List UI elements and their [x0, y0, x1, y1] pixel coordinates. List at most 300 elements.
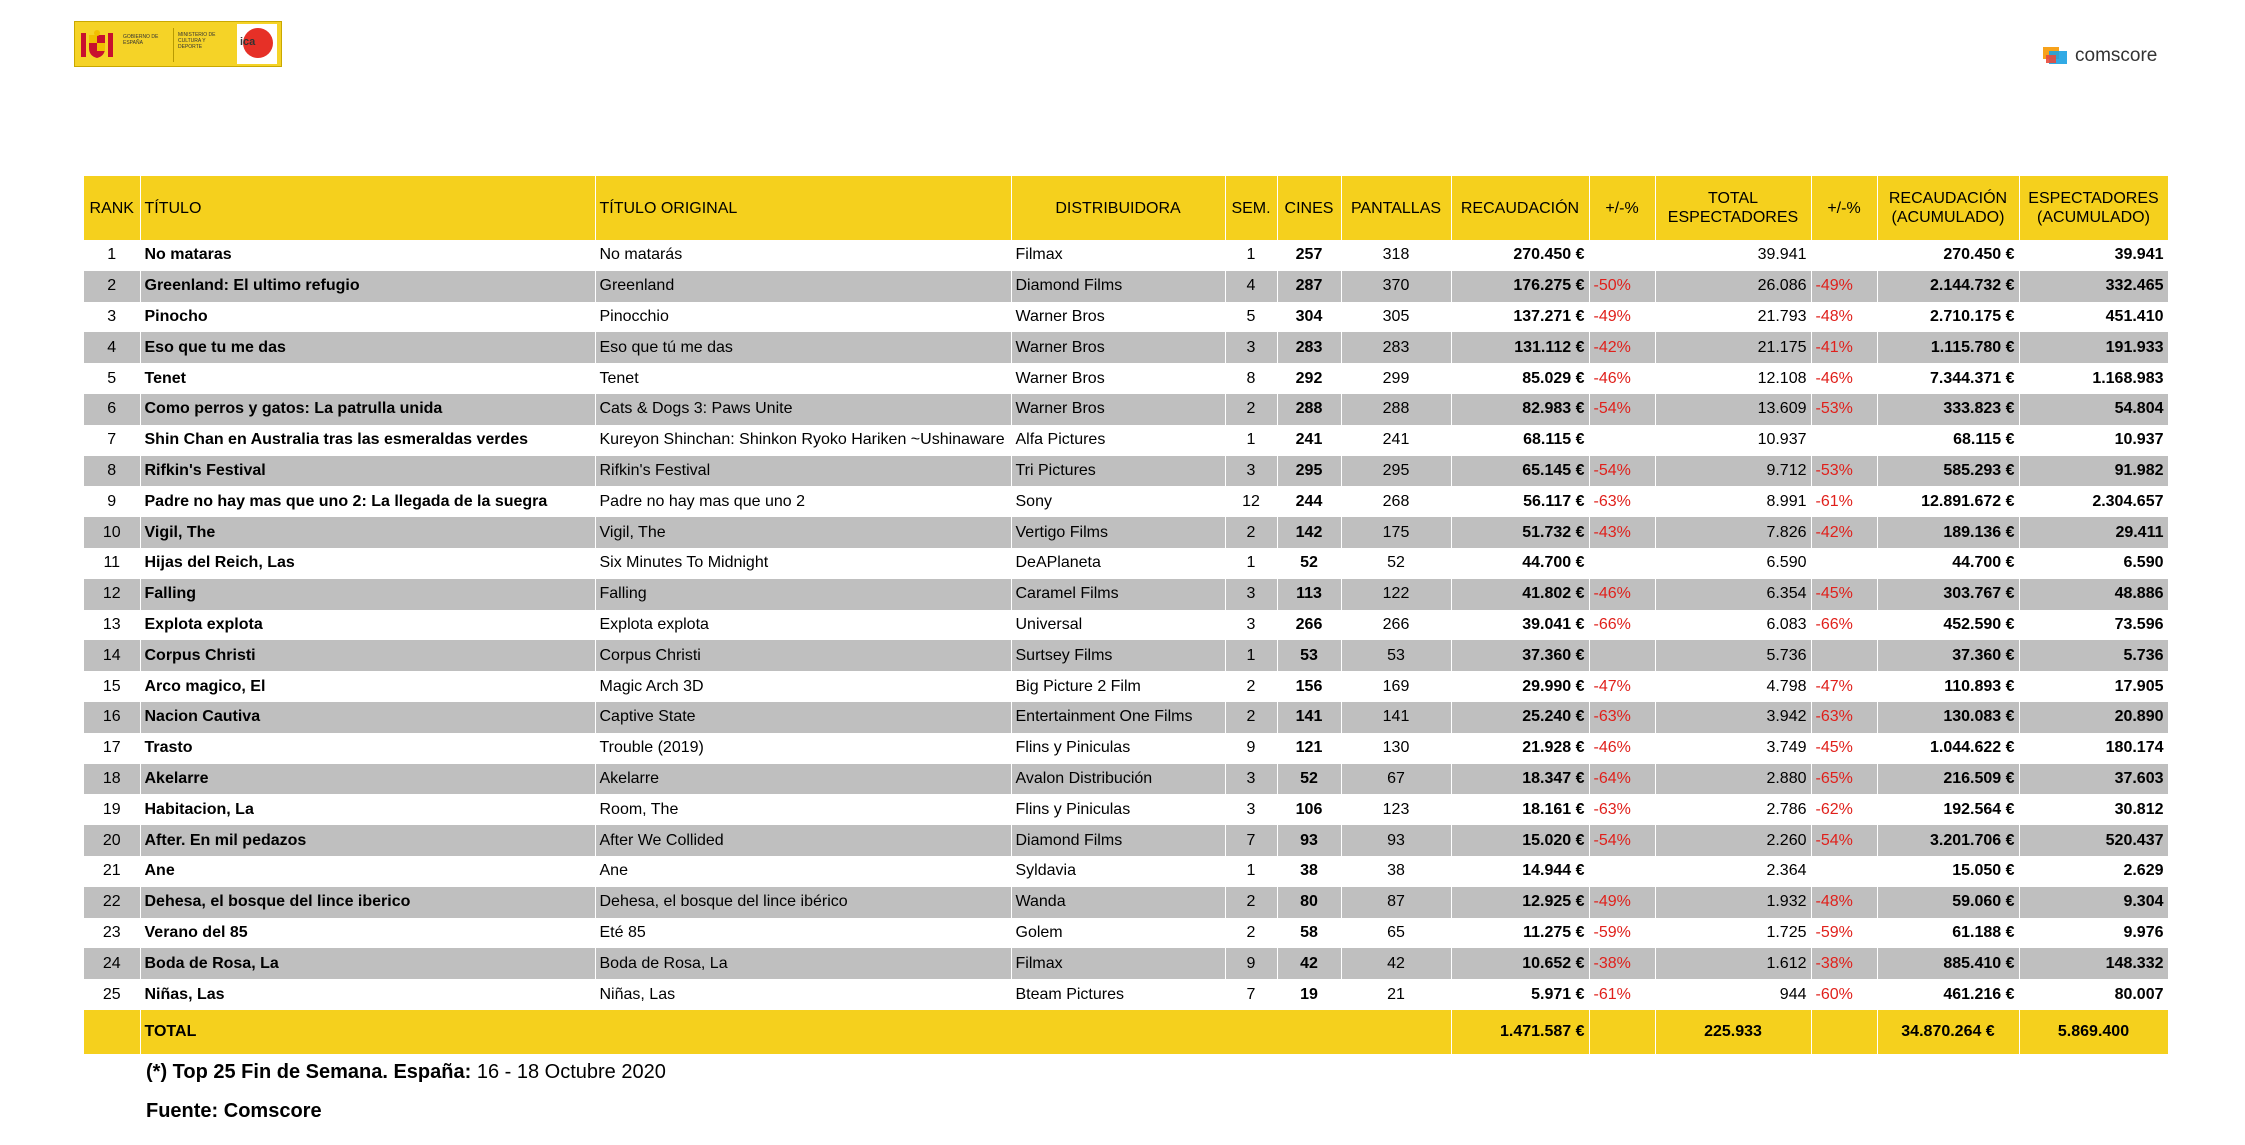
title-cell: After. En mil pedazos	[140, 825, 595, 856]
admissions-cumulative-cell: 451.410	[2019, 302, 2168, 333]
ica-logo	[237, 24, 277, 64]
table-row	[84, 856, 2168, 887]
screens-cell: 175	[1341, 517, 1451, 548]
admissions-change-cell: -38%	[1811, 948, 1877, 979]
cinemas-cell: 106	[1277, 794, 1341, 825]
distributor-cell: Golem	[1011, 918, 1225, 949]
screens-cell: 123	[1341, 794, 1451, 825]
gross-cell: 14.944 €	[1451, 856, 1589, 887]
original-title-cell: Cats & Dogs 3: Paws Unite	[595, 394, 1011, 425]
admissions-cell: 3.942	[1655, 702, 1811, 733]
table-row	[84, 733, 2168, 764]
table-row	[84, 425, 2168, 456]
admissions-change-cell: -46%	[1811, 363, 1877, 394]
admissions-cell: 3.749	[1655, 733, 1811, 764]
rank-cell: 6	[84, 394, 140, 425]
gross-cell: 18.347 €	[1451, 764, 1589, 795]
cinemas-cell: 19	[1277, 979, 1341, 1010]
weeks-cell: 4	[1225, 271, 1277, 302]
admissions-cell: 6.590	[1655, 548, 1811, 579]
gross-cell: 11.275 €	[1451, 918, 1589, 949]
gross-cumulative-cell: 303.767 €	[1877, 579, 2019, 610]
weeks-cell: 9	[1225, 733, 1277, 764]
table-row	[84, 456, 2168, 487]
box-office-table	[84, 176, 2169, 1054]
distributor-cell: Syldavia	[1011, 856, 1225, 887]
gross-cumulative-cell: 2.144.732 €	[1877, 271, 2019, 302]
table-row	[84, 517, 2168, 548]
gross-change-cell: -46%	[1589, 733, 1655, 764]
original-title-cell: Padre no hay mas que uno 2	[595, 486, 1011, 517]
admissions-change-cell: -49%	[1811, 271, 1877, 302]
col-header-admissions: TOTAL ESPECTADORES	[1655, 176, 1811, 240]
screens-cell: 53	[1341, 640, 1451, 671]
screens-cell: 21	[1341, 979, 1451, 1010]
admissions-change-cell: -53%	[1811, 394, 1877, 425]
admissions-cumulative-cell: 30.812	[2019, 794, 2168, 825]
gross-change-cell	[1589, 425, 1655, 456]
gross-cumulative-cell: 189.136 €	[1877, 517, 2019, 548]
title-cell: Eso que tu me das	[140, 332, 595, 363]
admissions-change-cell: -47%	[1811, 671, 1877, 702]
gross-cumulative-cell: 61.188 €	[1877, 918, 2019, 949]
screens-cell: 318	[1341, 240, 1451, 271]
admissions-cell: 9.712	[1655, 456, 1811, 487]
col-header-gross-change: +/-%	[1589, 176, 1655, 240]
total-admissions-cumulative: 5.869.400	[2019, 1010, 2168, 1054]
gross-cumulative-cell: 1.044.622 €	[1877, 733, 2019, 764]
title-cell: Verano del 85	[140, 918, 595, 949]
admissions-cumulative-cell: 9.304	[2019, 887, 2168, 918]
table-row	[84, 671, 2168, 702]
screens-cell: 266	[1341, 610, 1451, 641]
gross-cell: 270.450 €	[1451, 240, 1589, 271]
admissions-cell: 2.260	[1655, 825, 1811, 856]
col-header-admissions-change: +/-%	[1811, 176, 1877, 240]
original-title-cell: After We Collided	[595, 825, 1011, 856]
title-cell: Tenet	[140, 363, 595, 394]
table-row	[84, 394, 2168, 425]
cinemas-cell: 53	[1277, 640, 1341, 671]
gross-change-cell: -59%	[1589, 918, 1655, 949]
gross-change-cell: -42%	[1589, 332, 1655, 363]
col-header-rank: RANK	[84, 176, 140, 240]
distributor-cell: Sony	[1011, 486, 1225, 517]
admissions-cumulative-cell: 91.982	[2019, 456, 2168, 487]
admissions-cumulative-cell: 2.629	[2019, 856, 2168, 887]
weeks-cell: 8	[1225, 363, 1277, 394]
table-row	[84, 640, 2168, 671]
cinemas-cell: 287	[1277, 271, 1341, 302]
table-row	[84, 548, 2168, 579]
gross-cell: 68.115 €	[1451, 425, 1589, 456]
admissions-cumulative-cell: 520.437	[2019, 825, 2168, 856]
original-title-cell: Falling	[595, 579, 1011, 610]
screens-cell: 65	[1341, 918, 1451, 949]
gross-cell: 29.990 €	[1451, 671, 1589, 702]
source-note: Fuente: Comscore	[146, 1100, 322, 1122]
gross-change-cell: -50%	[1589, 271, 1655, 302]
cinemas-cell: 58	[1277, 918, 1341, 949]
original-title-cell: Explota explota	[595, 610, 1011, 641]
cinemas-cell: 304	[1277, 302, 1341, 333]
comscore-mark-icon	[2043, 47, 2069, 66]
gross-change-cell: -63%	[1589, 486, 1655, 517]
gross-change-cell	[1589, 548, 1655, 579]
distributor-cell: Caramel Films	[1011, 579, 1225, 610]
admissions-change-cell: -63%	[1811, 702, 1877, 733]
weeks-cell: 3	[1225, 610, 1277, 641]
screens-cell: 169	[1341, 671, 1451, 702]
table-header-row	[84, 176, 2168, 240]
admissions-cumulative-cell: 20.890	[2019, 702, 2168, 733]
gross-change-cell: -54%	[1589, 825, 1655, 856]
admissions-cell: 944	[1655, 979, 1811, 1010]
admissions-cell: 6.083	[1655, 610, 1811, 641]
original-title-cell: No matarás	[595, 240, 1011, 271]
table-row	[84, 363, 2168, 394]
col-header-title: TÍTULO	[140, 176, 595, 240]
weeks-cell: 3	[1225, 579, 1277, 610]
gross-cell: 41.802 €	[1451, 579, 1589, 610]
rank-cell: 22	[84, 887, 140, 918]
distributor-cell: Wanda	[1011, 887, 1225, 918]
weeks-cell: 1	[1225, 548, 1277, 579]
original-title-cell: Eté 85	[595, 918, 1011, 949]
gross-change-cell: -38%	[1589, 948, 1655, 979]
cinemas-cell: 80	[1277, 887, 1341, 918]
total-row	[84, 1010, 2168, 1054]
cinemas-cell: 113	[1277, 579, 1341, 610]
weeks-cell: 1	[1225, 640, 1277, 671]
gross-change-cell: -66%	[1589, 610, 1655, 641]
distributor-cell: Diamond Films	[1011, 271, 1225, 302]
gross-cumulative-cell: 59.060 €	[1877, 887, 2019, 918]
screens-cell: 42	[1341, 948, 1451, 979]
admissions-cumulative-cell: 54.804	[2019, 394, 2168, 425]
distributor-cell: Alfa Pictures	[1011, 425, 1225, 456]
title-cell: Corpus Christi	[140, 640, 595, 671]
title-cell: Trasto	[140, 733, 595, 764]
gross-cumulative-cell: 885.410 €	[1877, 948, 2019, 979]
total-gross: 1.471.587 €	[1451, 1010, 1589, 1054]
cinemas-cell: 142	[1277, 517, 1341, 548]
col-header-cinemas: CINES	[1277, 176, 1341, 240]
table-row	[84, 794, 2168, 825]
screens-cell: 295	[1341, 456, 1451, 487]
title-cell: Niñas, Las	[140, 979, 595, 1010]
col-header-gross: RECAUDACIÓN	[1451, 176, 1589, 240]
cinemas-cell: 52	[1277, 548, 1341, 579]
logo-divider	[173, 28, 174, 62]
screens-cell: 67	[1341, 764, 1451, 795]
cinemas-cell: 52	[1277, 764, 1341, 795]
cinemas-cell: 292	[1277, 363, 1341, 394]
gross-cumulative-cell: 461.216 €	[1877, 979, 2019, 1010]
cinemas-cell: 241	[1277, 425, 1341, 456]
distributor-cell: Filmax	[1011, 240, 1225, 271]
admissions-cell: 21.175	[1655, 332, 1811, 363]
admissions-cell: 26.086	[1655, 271, 1811, 302]
gross-cell: 5.971 €	[1451, 979, 1589, 1010]
distributor-cell: Warner Bros	[1011, 332, 1225, 363]
admissions-cell: 8.991	[1655, 486, 1811, 517]
gross-cell: 82.983 €	[1451, 394, 1589, 425]
table-row	[84, 332, 2168, 363]
admissions-cumulative-cell: 73.596	[2019, 610, 2168, 641]
rank-cell: 24	[84, 948, 140, 979]
admissions-cell: 2.880	[1655, 764, 1811, 795]
gross-cell: 39.041 €	[1451, 610, 1589, 641]
original-title-cell: Eso que tú me das	[595, 332, 1011, 363]
rank-cell: 5	[84, 363, 140, 394]
table-row	[84, 887, 2168, 918]
title-cell: Vigil, The	[140, 517, 595, 548]
admissions-change-cell	[1811, 548, 1877, 579]
title-cell: Falling	[140, 579, 595, 610]
weeks-cell: 7	[1225, 979, 1277, 1010]
gross-cumulative-cell: 15.050 €	[1877, 856, 2019, 887]
weeks-cell: 2	[1225, 702, 1277, 733]
weeks-cell: 5	[1225, 302, 1277, 333]
rank-cell: 10	[84, 517, 140, 548]
admissions-change-cell	[1811, 856, 1877, 887]
table-row	[84, 702, 2168, 733]
rank-cell: 15	[84, 671, 140, 702]
admissions-change-cell: -61%	[1811, 486, 1877, 517]
gross-cell: 21.928 €	[1451, 733, 1589, 764]
gross-change-cell	[1589, 640, 1655, 671]
title-cell: Padre no hay mas que uno 2: La llegada de la suegra	[140, 486, 595, 517]
admissions-cumulative-cell: 191.933	[2019, 332, 2168, 363]
table-row	[84, 979, 2168, 1010]
gobierno-text: GOBIERNO DE ESPAÑA	[123, 34, 159, 46]
distributor-cell: DeAPlaneta	[1011, 548, 1225, 579]
col-header-distributor: DISTRIBUIDORA	[1011, 176, 1225, 240]
admissions-change-cell: -41%	[1811, 332, 1877, 363]
weeks-cell: 2	[1225, 887, 1277, 918]
cinemas-cell: 266	[1277, 610, 1341, 641]
admissions-change-cell: -65%	[1811, 764, 1877, 795]
weeks-cell: 12	[1225, 486, 1277, 517]
cinemas-cell: 156	[1277, 671, 1341, 702]
gross-change-cell: -63%	[1589, 794, 1655, 825]
gross-cell: 176.275 €	[1451, 271, 1589, 302]
screens-cell: 52	[1341, 548, 1451, 579]
total-admissions: 225.933	[1655, 1010, 1811, 1054]
col-header-admissions-cumulative: ESPECTADORES (ACUMULADO)	[2019, 176, 2168, 240]
table-row	[84, 302, 2168, 333]
admissions-cumulative-cell: 80.007	[2019, 979, 2168, 1010]
admissions-cumulative-cell: 148.332	[2019, 948, 2168, 979]
title-cell: Hijas del Reich, Las	[140, 548, 595, 579]
gross-cumulative-cell: 44.700 €	[1877, 548, 2019, 579]
weeks-cell: 3	[1225, 332, 1277, 363]
rank-cell: 1	[84, 240, 140, 271]
gross-cell: 44.700 €	[1451, 548, 1589, 579]
gross-cumulative-cell: 68.115 €	[1877, 425, 2019, 456]
col-header-screens: PANTALLAS	[1341, 176, 1451, 240]
footnote	[146, 1061, 666, 1084]
original-title-cell: Kureyon Shinchan: Shinkon Ryoko Hariken ~Ushinaware	[595, 425, 1011, 456]
gross-cumulative-cell: 270.450 €	[1877, 240, 2019, 271]
rank-cell: 23	[84, 918, 140, 949]
original-title-cell: Greenland	[595, 271, 1011, 302]
gross-change-cell: -54%	[1589, 394, 1655, 425]
original-title-cell: Tenet	[595, 363, 1011, 394]
gross-cell: 65.145 €	[1451, 456, 1589, 487]
gross-cell: 15.020 €	[1451, 825, 1589, 856]
screens-cell: 370	[1341, 271, 1451, 302]
admissions-change-cell: -59%	[1811, 918, 1877, 949]
gross-change-cell: -49%	[1589, 887, 1655, 918]
admissions-change-cell: -45%	[1811, 579, 1877, 610]
table-body	[84, 240, 2168, 1010]
gross-cumulative-cell: 333.823 €	[1877, 394, 2019, 425]
distributor-cell: Filmax	[1011, 948, 1225, 979]
admissions-change-cell: -66%	[1811, 610, 1877, 641]
admissions-change-cell	[1811, 640, 1877, 671]
weeks-cell: 2	[1225, 394, 1277, 425]
gross-change-cell	[1589, 240, 1655, 271]
admissions-cell: 5.736	[1655, 640, 1811, 671]
title-cell: Como perros y gatos: La patrulla unida	[140, 394, 595, 425]
gross-change-cell	[1589, 856, 1655, 887]
gross-cumulative-cell: 130.083 €	[1877, 702, 2019, 733]
screens-cell: 38	[1341, 856, 1451, 887]
title-cell: Shin Chan en Australia tras las esmeraldas verdes	[140, 425, 595, 456]
rank-cell: 21	[84, 856, 140, 887]
rank-cell: 4	[84, 332, 140, 363]
table-row	[84, 271, 2168, 302]
original-title-cell: Magic Arch 3D	[595, 671, 1011, 702]
cinemas-cell: 38	[1277, 856, 1341, 887]
rank-cell: 17	[84, 733, 140, 764]
cinemas-cell: 288	[1277, 394, 1341, 425]
admissions-cumulative-cell: 1.168.983	[2019, 363, 2168, 394]
footnote-label: (*) Top 25 Fin de Semana. España:	[146, 1061, 472, 1083]
gross-cell: 18.161 €	[1451, 794, 1589, 825]
admissions-cumulative-cell: 2.304.657	[2019, 486, 2168, 517]
gross-cell: 10.652 €	[1451, 948, 1589, 979]
footnote-dates: 16 - 18 Octubre 2020	[471, 1061, 666, 1083]
col-header-original-title: TÍTULO ORIGINAL	[595, 176, 1011, 240]
coat-of-arms-icon	[81, 29, 113, 60]
gross-change-cell: -46%	[1589, 579, 1655, 610]
weeks-cell: 3	[1225, 764, 1277, 795]
rank-cell: 7	[84, 425, 140, 456]
gross-change-cell: -61%	[1589, 979, 1655, 1010]
cinemas-cell: 244	[1277, 486, 1341, 517]
admissions-cell: 2.786	[1655, 794, 1811, 825]
rank-cell: 11	[84, 548, 140, 579]
original-title-cell: Pinocchio	[595, 302, 1011, 333]
col-header-weeks: SEM.	[1225, 176, 1277, 240]
screens-cell: 305	[1341, 302, 1451, 333]
admissions-cumulative-cell: 9.976	[2019, 918, 2168, 949]
admissions-change-cell: -48%	[1811, 302, 1877, 333]
gross-cumulative-cell: 192.564 €	[1877, 794, 2019, 825]
weeks-cell: 1	[1225, 240, 1277, 271]
ica-text: ica	[240, 36, 256, 48]
gross-cumulative-cell: 12.891.672 €	[1877, 486, 2019, 517]
screens-cell: 122	[1341, 579, 1451, 610]
title-cell: Greenland: El ultimo refugio	[140, 271, 595, 302]
table-row	[84, 948, 2168, 979]
admissions-change-cell: -48%	[1811, 887, 1877, 918]
screens-cell: 241	[1341, 425, 1451, 456]
gross-change-cell: -54%	[1589, 456, 1655, 487]
admissions-cumulative-cell: 37.603	[2019, 764, 2168, 795]
distributor-cell: Surtsey Films	[1011, 640, 1225, 671]
gross-change-cell: -43%	[1589, 517, 1655, 548]
rank-cell: 8	[84, 456, 140, 487]
gross-cumulative-cell: 7.344.371 €	[1877, 363, 2019, 394]
admissions-cell: 39.941	[1655, 240, 1811, 271]
table-row	[84, 486, 2168, 517]
original-title-cell: Dehesa, el bosque del lince ibérico	[595, 887, 1011, 918]
admissions-cell: 13.609	[1655, 394, 1811, 425]
gross-cumulative-cell: 1.115.780 €	[1877, 332, 2019, 363]
gross-cumulative-cell: 110.893 €	[1877, 671, 2019, 702]
weeks-cell: 3	[1225, 456, 1277, 487]
admissions-cell: 4.798	[1655, 671, 1811, 702]
total-gross-change-cell	[1589, 1010, 1655, 1054]
distributor-cell: Entertainment One Films	[1011, 702, 1225, 733]
screens-cell: 141	[1341, 702, 1451, 733]
admissions-cumulative-cell: 39.941	[2019, 240, 2168, 271]
cinemas-cell: 93	[1277, 825, 1341, 856]
gross-change-cell: -46%	[1589, 363, 1655, 394]
table-row	[84, 579, 2168, 610]
title-cell: Habitacion, La	[140, 794, 595, 825]
admissions-cumulative-cell: 29.411	[2019, 517, 2168, 548]
distributor-cell: Warner Bros	[1011, 302, 1225, 333]
original-title-cell: Akelarre	[595, 764, 1011, 795]
weeks-cell: 1	[1225, 856, 1277, 887]
rank-cell: 13	[84, 610, 140, 641]
gross-cell: 56.117 €	[1451, 486, 1589, 517]
total-label: TOTAL	[140, 1010, 1451, 1054]
weeks-cell: 3	[1225, 794, 1277, 825]
col-header-gross-cumulative: RECAUDACIÓN (ACUMULADO)	[1877, 176, 2019, 240]
gross-change-cell: -47%	[1589, 671, 1655, 702]
weeks-cell: 9	[1225, 948, 1277, 979]
rank-cell: 19	[84, 794, 140, 825]
gross-cumulative-cell: 216.509 €	[1877, 764, 2019, 795]
title-cell: Pinocho	[140, 302, 595, 333]
original-title-cell: Corpus Christi	[595, 640, 1011, 671]
admissions-change-cell: -42%	[1811, 517, 1877, 548]
gross-cell: 137.271 €	[1451, 302, 1589, 333]
cinemas-cell: 295	[1277, 456, 1341, 487]
distributor-cell: Tri Pictures	[1011, 456, 1225, 487]
gross-change-cell: -49%	[1589, 302, 1655, 333]
table-row	[84, 610, 2168, 641]
original-title-cell: Ane	[595, 856, 1011, 887]
admissions-cell: 12.108	[1655, 363, 1811, 394]
screens-cell: 87	[1341, 887, 1451, 918]
admissions-change-cell: -54%	[1811, 825, 1877, 856]
screens-cell: 299	[1341, 363, 1451, 394]
screens-cell: 288	[1341, 394, 1451, 425]
rank-cell: 25	[84, 979, 140, 1010]
distributor-cell: Flins y Piniculas	[1011, 794, 1225, 825]
gross-cumulative-cell: 585.293 €	[1877, 456, 2019, 487]
rank-cell: 12	[84, 579, 140, 610]
title-cell: Explota explota	[140, 610, 595, 641]
gross-cell: 131.112 €	[1451, 332, 1589, 363]
